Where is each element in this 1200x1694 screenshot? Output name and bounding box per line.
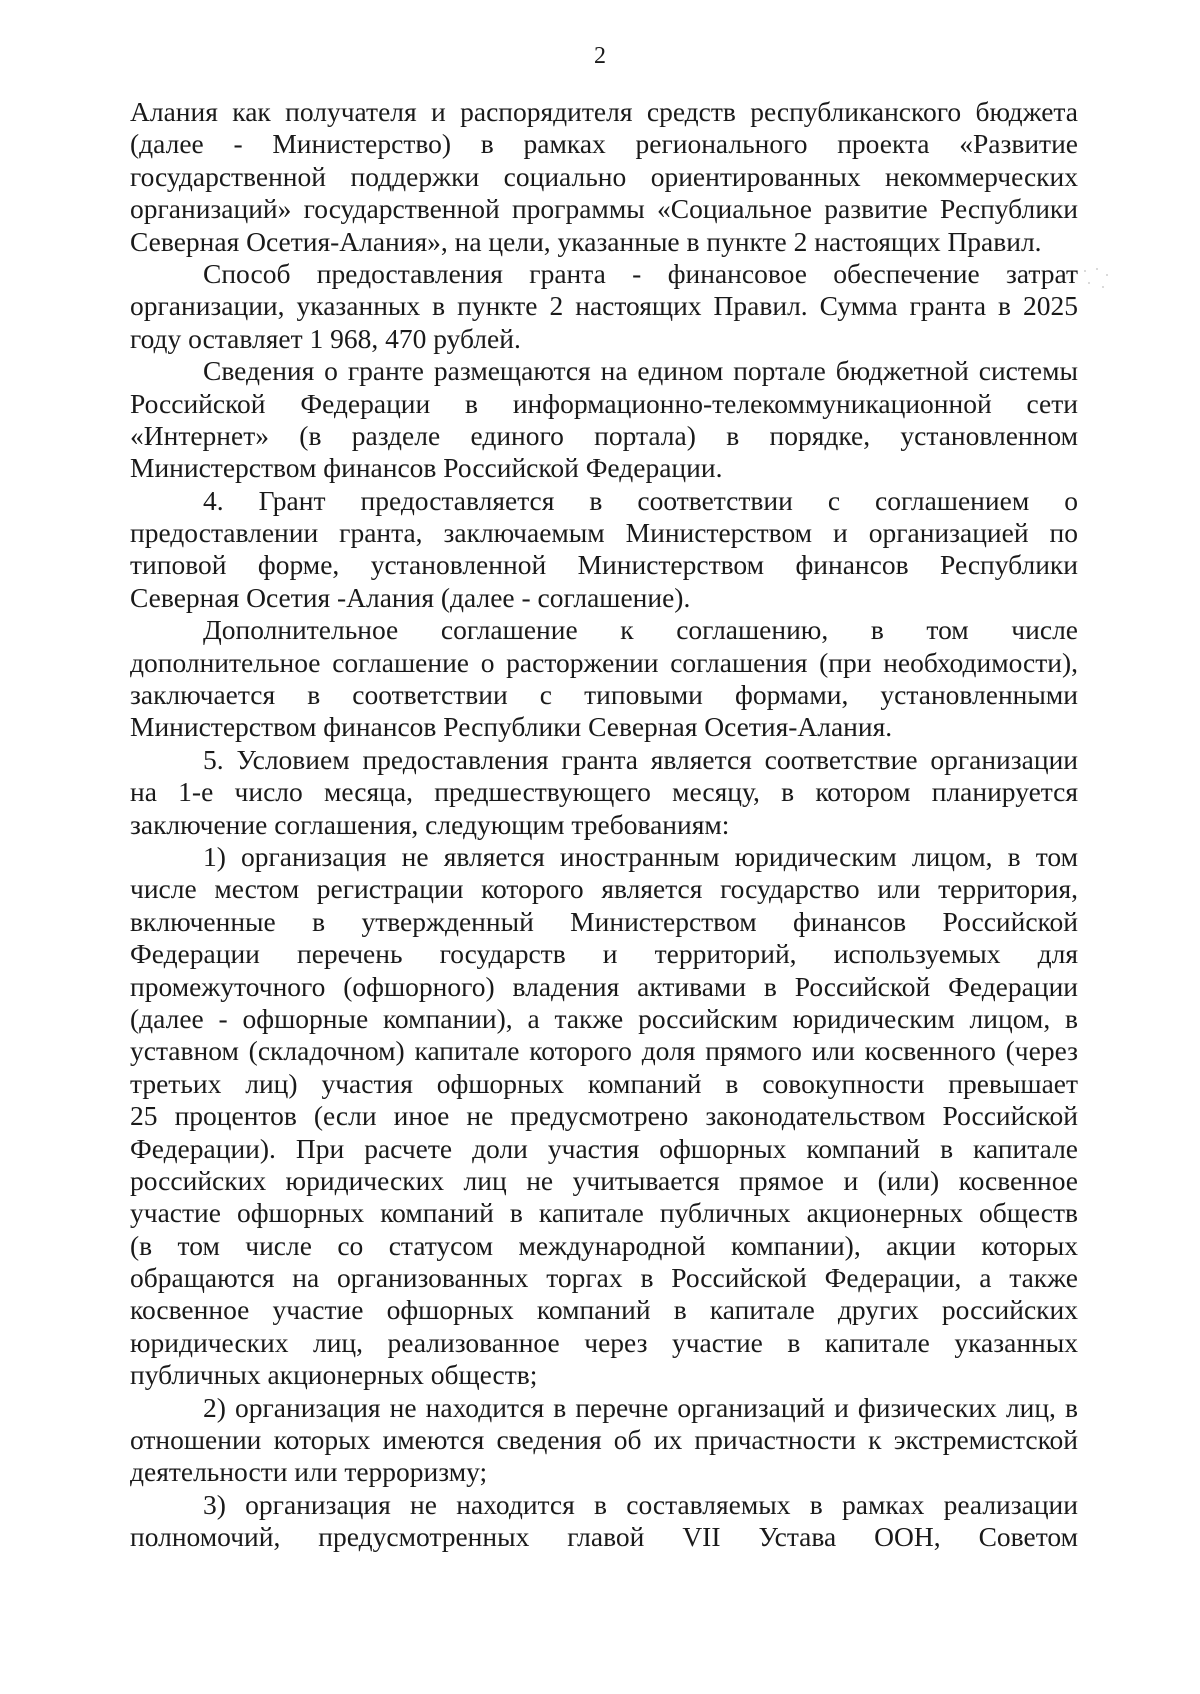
text-line: государственной поддержки социально ориентированных некоммерческих bbox=[130, 160, 1078, 192]
text-line: участие офшорных компаний в капитале публичных акционерных обществ bbox=[130, 1197, 1078, 1229]
text-line: на 1-е число месяца, предшествующего месяцу, в котором планируется bbox=[130, 776, 1078, 808]
text-line: предоставлении гранта, заключаемым Министерством и организацией по bbox=[130, 517, 1078, 549]
text-line: отношении которых имеются сведения об их причастности к экстремистской bbox=[130, 1424, 1078, 1456]
text-line: промежуточного (офшорного) владения активами в Российской Федерации bbox=[130, 970, 1078, 1002]
text-line: (далее - офшорные компании), а также российским юридическим лицом, в bbox=[130, 1002, 1078, 1034]
text-line: (далее - Министерство) в рамках регионального проекта «Развитие bbox=[130, 128, 1078, 160]
text-line: типовой форме, установленной Министерством финансов Республики bbox=[130, 549, 1078, 581]
text-line: Алания как получателя и распорядителя средств республиканского бюджета bbox=[130, 96, 1078, 127]
text-line: юридических лиц, реализованное через участие в капитале указанных bbox=[130, 1326, 1078, 1358]
text-line: российских юридических лиц не учитывается прямое и (или) косвенное bbox=[130, 1164, 1078, 1196]
document-body bbox=[130, 96, 1078, 1554]
text-line: деятельности или терроризму; bbox=[130, 1456, 488, 1488]
text-line: числе местом регистрации которого является государство или территория, bbox=[130, 873, 1078, 905]
text-line: косвенное участие офшорных компаний в капитале других российских bbox=[130, 1294, 1078, 1326]
text-line: 2) организация не находится в перечне организаций и физических лиц, в bbox=[203, 1391, 1078, 1423]
text-line: Способ предоставления гранта - финансовое обеспечение затрат bbox=[203, 257, 1078, 289]
text-line: 4. Грант предоставляется в соответствии с соглашением о bbox=[203, 484, 1078, 516]
text-line: публичных акционерных обществ; bbox=[130, 1359, 538, 1391]
text-line: Министерством финансов Республики Северная Осетия-Алания. bbox=[130, 711, 893, 743]
text-line: 1) организация не является иностранным юридическим лицом, в том bbox=[203, 840, 1078, 872]
text-line: 25 процентов (если иное не предусмотрено законодательством Российской bbox=[130, 1100, 1078, 1132]
text-line: уставном (складочном) капитале которого доля прямого или косвенного (через bbox=[130, 1035, 1078, 1067]
text-line: году оставляет 1 968, 470 рублей. bbox=[130, 322, 521, 354]
text-line: Российской Федерации в информационно-телекоммуникационной сети bbox=[130, 387, 1078, 419]
text-line: заключается в соответствии с типовыми формами, установленными bbox=[130, 679, 1078, 711]
text-line: организации, указанных в пункте 2 настоящих Правил. Сумма гранта в 2025 bbox=[130, 290, 1078, 322]
text-line: заключение соглашения, следующим требованиям: bbox=[130, 808, 730, 840]
text-line: Федерации перечень государств и территорий, используемых для bbox=[130, 938, 1078, 970]
text-line: Северная Осетия-Алания», на цели, указанные в пункте 2 настоящих Правил. bbox=[130, 225, 1042, 257]
text-line: полномочий, предусмотренных главой VII Устава ООН, Советом bbox=[130, 1521, 1078, 1553]
text-line: третьих лиц) участия офшорных компаний в совокупности превышает bbox=[130, 1067, 1078, 1099]
text-line: включенные в утвержденный Министерством финансов Российской bbox=[130, 905, 1078, 937]
text-line: обращаются на организованных торгах в Российской Федерации, а также bbox=[130, 1262, 1078, 1294]
text-line: Федерации). При расчете доли участия офшорных компаний в капитале bbox=[130, 1132, 1078, 1164]
page-number: 2 bbox=[594, 43, 606, 69]
text-line: Министерством финансов Российской Федерации. bbox=[130, 452, 723, 484]
text-line: дополнительное соглашение о расторжении соглашения (при необходимости), bbox=[130, 646, 1078, 678]
text-line: организаций» государственной программы «Социальное развитие Республики bbox=[130, 193, 1078, 225]
text-line: 5. Условием предоставления гранта является соответствие организации bbox=[203, 743, 1078, 775]
text-line: «Интернет» (в разделе единого портала) в порядке, установленном bbox=[130, 419, 1078, 451]
text-line: 3) организация не находится в составляемых в рамках реализации bbox=[203, 1488, 1078, 1520]
scan-artifact bbox=[1082, 266, 1122, 296]
text-line: (в том числе со статусом международной компании), акции которых bbox=[130, 1229, 1078, 1261]
text-line: Дополнительное соглашение к соглашению, в том числе bbox=[203, 614, 1078, 646]
text-line: Сведения о гранте размещаются на едином портале бюджетной системы bbox=[203, 355, 1078, 387]
text-line: Северная Осетия -Алания (далее - соглашение). bbox=[130, 581, 691, 613]
